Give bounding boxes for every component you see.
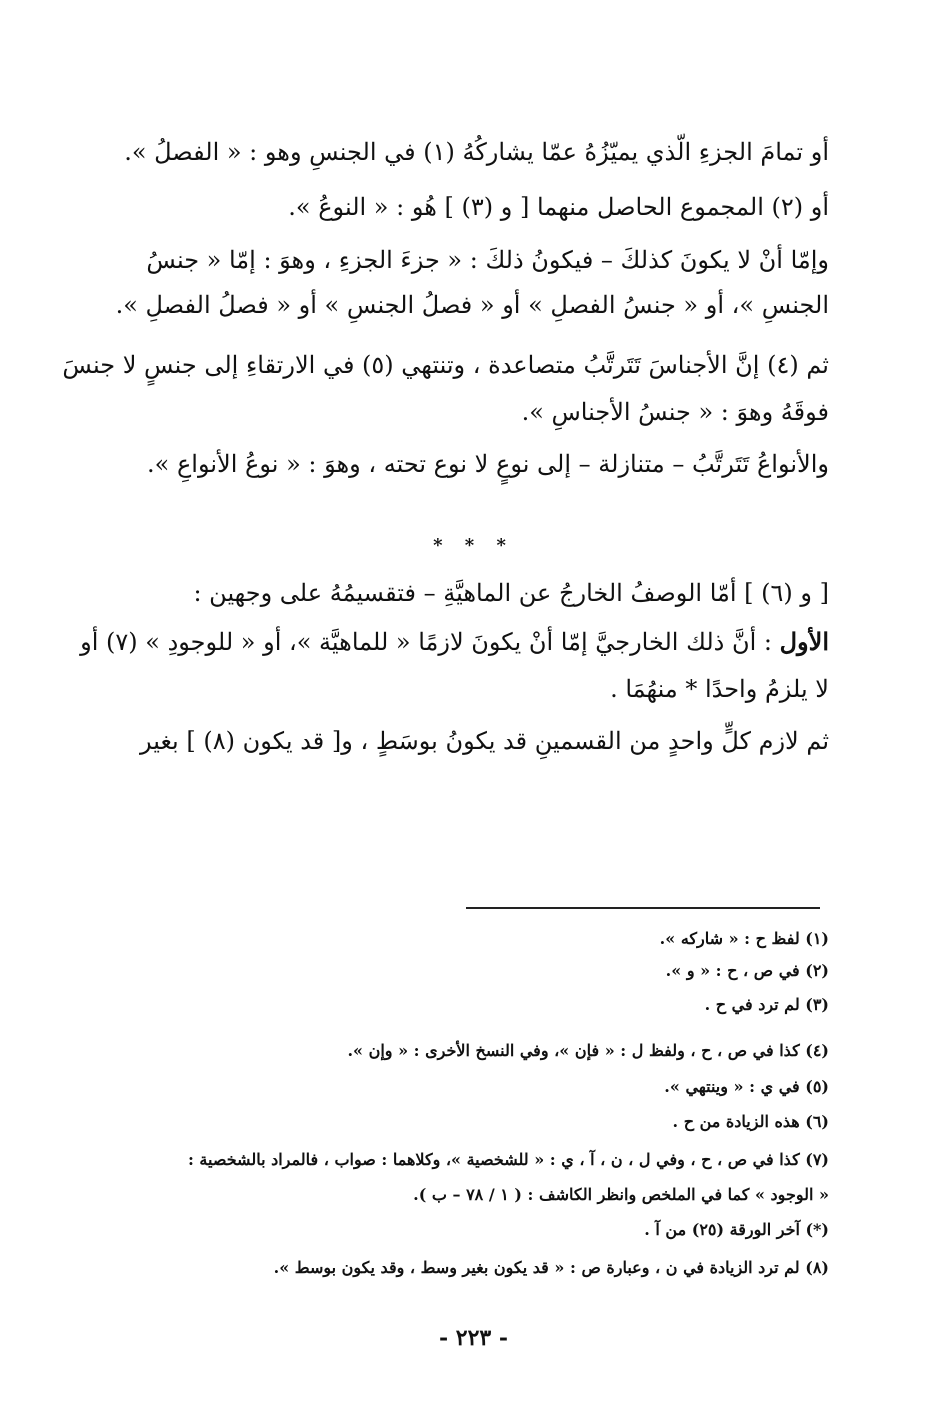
footnote-4: (٤) كذا في ص ، ح ، ولفظ ل : « فإن »، وفي النسخ الأخرى : « وإن ». (347, 1041, 829, 1060)
text-line-6: فوقَهُ وهوَ : « جنسُ الأجناسِ ». (521, 398, 829, 426)
text-line-2: أو (٢) المجموع الحاصل منهما [ و (٣) ] هُو : « النوعُ ». (288, 193, 829, 221)
text-line-10: لا يلزمُ واحدًا * منهُمَا . (610, 675, 829, 703)
text-line-1: أو تمامَ الجزءِ الّذي يميّزُهُ عمّا يشاركُهُ (١) في الجنسِ وهو : « الفصلُ ». (124, 138, 829, 166)
footnote-2: (٢) في ص ، ح : « و ». (665, 961, 829, 980)
first-text: : أنَّ ذلك الخارجيَّ إمّا أنْ يكونَ لازمًا « للماهيَّة »، أو « للوجودِ » (٧) أو (80, 628, 772, 656)
first-heading: الأول (779, 627, 829, 656)
text-line-3: وإمّا أنْ لا يكونَ كذلكَ – فيكونُ ذلكَ : « جزءَ الجزءِ ، وهوَ : إمّا « جنسُ (146, 246, 829, 274)
text-line-11: ثم لازم كلٍّ واحدٍ من القسمينِ قد يكونُ بوسَطٍ ، و[ قد يكون (٨) ] بغير (139, 727, 829, 755)
section-separator: * * * (433, 535, 514, 556)
footnote-7: (٧) كذا في ص ، ح ، وفي ل ، ن ، آ ، ي : « للشخصية »، وكلاهما : صواب ، فالمراد بالشخصية : (187, 1150, 829, 1169)
footnote-7-continued: « الوجود » كما في الملخص وانظر الكاشف : ( ١ / ٧٨ – ب ). (413, 1185, 829, 1204)
footnote-5: (٥) في ي : « وينتهي ». (664, 1077, 829, 1096)
page-number: - ٢٢٣ - (438, 1325, 509, 1351)
footnote-8: (٨) لم ترد الزيادة في ن ، وعبارة ص : « قد يكون بغير وسط ، وقد يكون بوسط ». (273, 1258, 829, 1277)
footnote-divider (466, 907, 820, 909)
footnote-3: (٣) لم ترد في ح . (704, 995, 829, 1014)
text-line-5: ثم (٤) إنَّ الأجناسَ تَتَرتَّبُ متصاعدة ، وتنتهي (٥) في الارتقاءِ إلى جنسٍ لا جنسَ (62, 351, 829, 379)
text-line-9 (80, 626, 829, 658)
text-line-8: [ و (٦) ] أمّا الوصفُ الخارجُ عن الماهيَّةِ – فتقسيمُهُ على وجهين : (193, 579, 829, 607)
text-line-7: والأنواعُ تَتَرتَّبُ – متنازلة – إلى نوعٍ لا نوع تحته ، وهوَ : « نوعُ الأنواعِ ». (147, 450, 829, 478)
text-line-4: الجنسِ »، أو « جنسُ الفصلِ » أو « فصلُ الجنسِ » أو « فصلُ الفصلِ ». (115, 291, 829, 319)
footnote-1: (١) لفظ ح : « شاركه ». (659, 929, 829, 948)
footnote-star: (*) آخر الورقة (٢٥) من آ . (644, 1220, 829, 1239)
footnote-6: (٦) هذه الزيادة من ح . (672, 1112, 829, 1131)
